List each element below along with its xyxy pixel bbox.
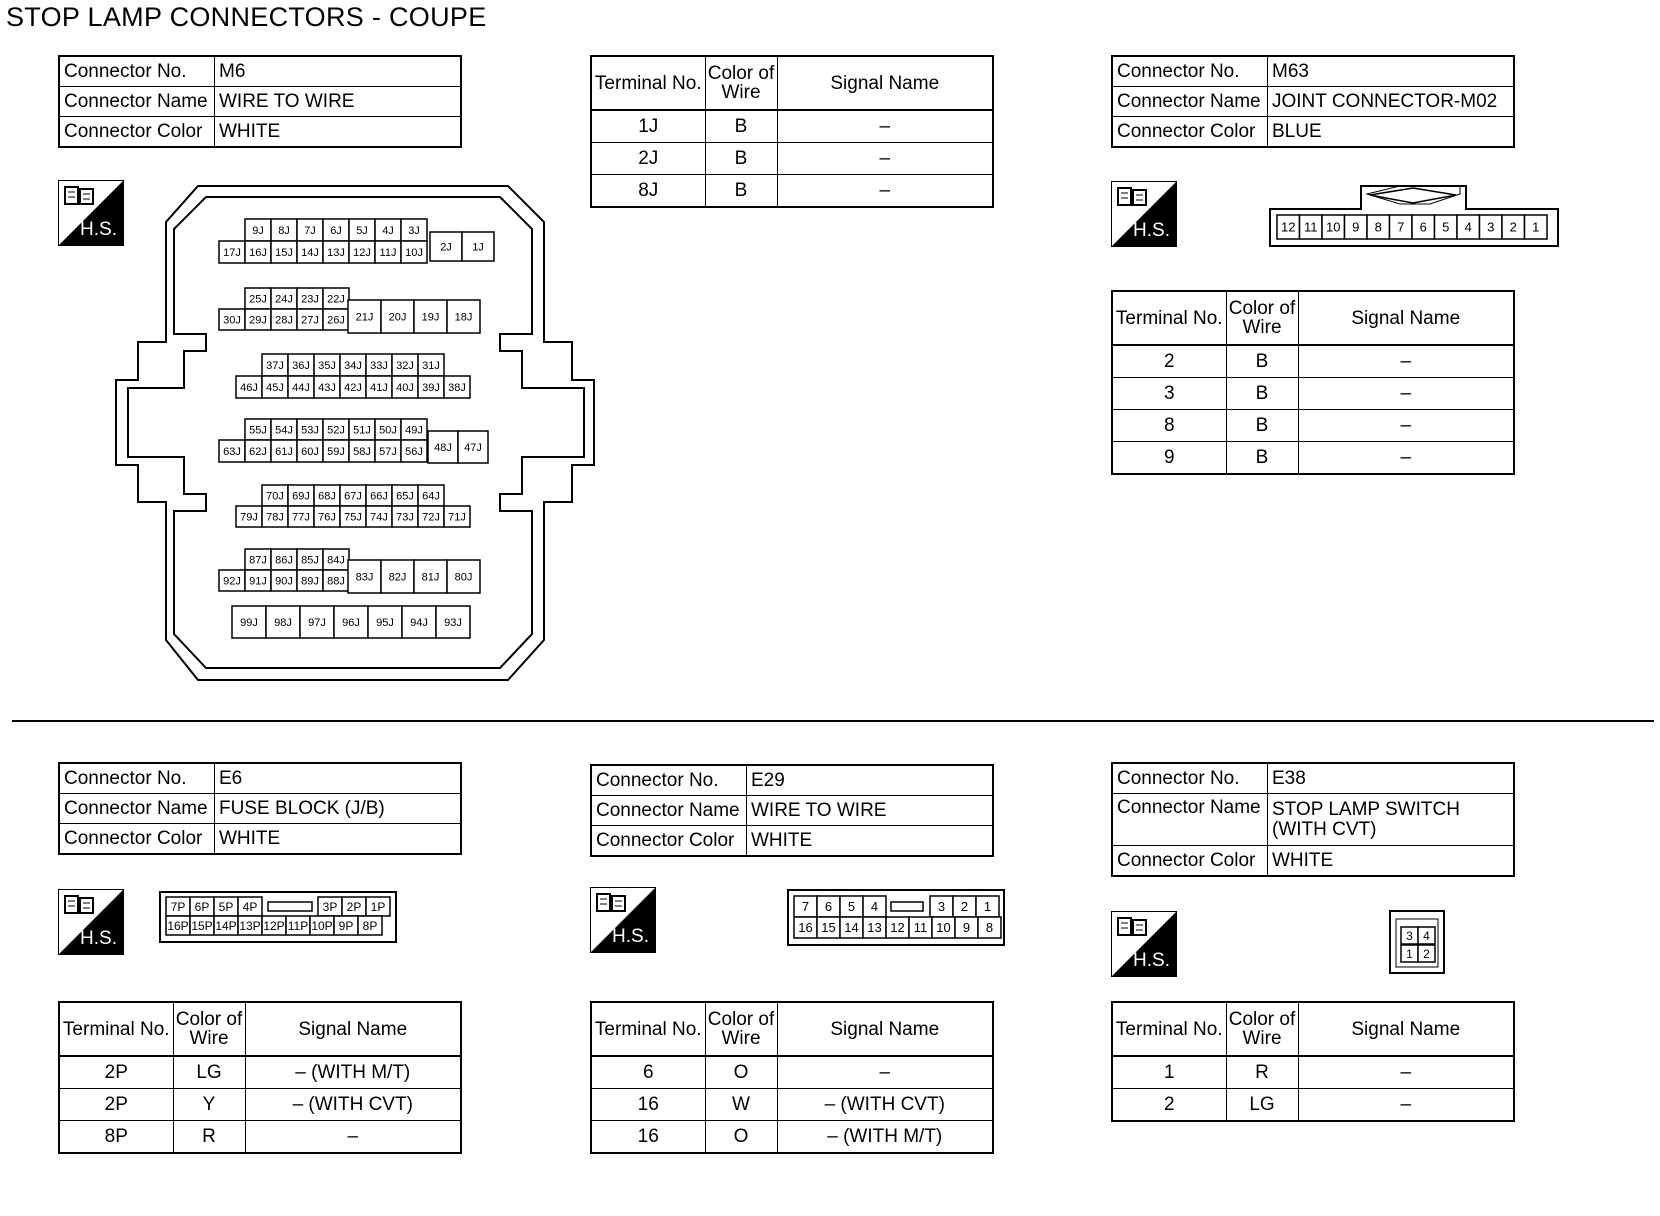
signal-cell: – [1298, 410, 1514, 442]
info-label: Connector No. [591, 765, 747, 796]
terminal-cell: 9 [1112, 442, 1226, 475]
pin-label: 31J [422, 359, 440, 372]
pin-label: 52J [327, 424, 345, 437]
pin-label: 19J [421, 311, 440, 324]
pin-label: 6J [330, 224, 342, 237]
pin-label: 13P [239, 918, 261, 933]
info-label: Connector Color [591, 826, 747, 857]
pin-label: 8J [278, 224, 290, 237]
pin-label: 54J [275, 424, 293, 437]
pin-label: 59J [327, 445, 345, 458]
pin-label: 12 [890, 920, 905, 936]
pin-label: 9 [962, 920, 971, 936]
pin-label: 15J [275, 246, 293, 259]
pin-label: 51J [353, 424, 371, 437]
info-label: Connector No. [59, 56, 215, 87]
signal-cell: – [1298, 378, 1514, 410]
hs-label: H.S. [80, 219, 117, 240]
pin-label: 4P [242, 899, 258, 914]
signal-cell: – [245, 1121, 461, 1154]
wire-color-cell: B [705, 143, 777, 175]
pin-label: 83J [355, 571, 374, 584]
pin-label: 10P [311, 918, 333, 933]
terminal-header: Terminal No. [591, 56, 705, 110]
pin-label: 22J [327, 293, 345, 306]
pin-label: 10 [936, 920, 951, 936]
pin-label: 48J [434, 441, 452, 454]
pin-label: 9P [338, 918, 354, 933]
connector-name: FUSE BLOCK (J/B) [215, 794, 462, 824]
signal-header: Signal Name [777, 1002, 993, 1056]
connector-name-line: (WITH CVT) [1272, 818, 1377, 840]
pin-label: 61J [275, 445, 293, 458]
terminal-cell: 16 [591, 1089, 705, 1121]
pin-label: 23J [301, 293, 319, 306]
connector-color: WHITE [1268, 846, 1515, 877]
hs-label: H.S. [80, 928, 117, 949]
pin-label: 37J [266, 359, 284, 372]
wire-color-cell: O [705, 1121, 777, 1154]
pin-label: 72J [422, 511, 440, 524]
pin-label: 35J [318, 359, 336, 372]
pin-label: 21J [355, 311, 374, 324]
info-label: Connector Name [591, 796, 747, 826]
color-header-line: Wire [1242, 1028, 1282, 1049]
info-label: Connector Name [59, 87, 215, 117]
pin-label: 7 [801, 899, 810, 915]
pin-label: 8 [985, 920, 994, 936]
pin-label: 9J [252, 224, 264, 237]
page-title: STOP LAMP CONNECTORS - COUPE [6, 2, 487, 32]
pin-label: 85J [301, 554, 319, 567]
wire-color-cell: W [705, 1089, 777, 1121]
pin-label: 4 [1464, 219, 1472, 235]
pin-label: 24J [275, 293, 293, 306]
pin-label: 73J [396, 511, 414, 524]
info-label: Connector Color [1112, 117, 1268, 148]
pin-label: 36J [292, 359, 310, 372]
pin-label: 69J [292, 490, 310, 503]
terminal-cell: 8J [591, 175, 705, 208]
wire-color-cell: R [1226, 1056, 1298, 1089]
connector-number: E29 [747, 765, 994, 796]
signal-cell: – (WITH CVT) [245, 1089, 461, 1121]
terminal-cell: 2P [59, 1056, 173, 1089]
pin-label: 87J [249, 554, 267, 567]
key-slot [891, 902, 923, 911]
connector-number: M63 [1268, 56, 1515, 87]
pin-label: 7P [170, 899, 186, 914]
pin-label: 82J [388, 571, 407, 584]
color-header-line: Color of [707, 1009, 775, 1030]
pin-label: 42J [344, 381, 362, 394]
pin-label: 96J [342, 616, 360, 629]
pin-label: 1 [983, 899, 992, 915]
signal-cell: – [777, 143, 993, 175]
signal-cell: – (WITH M/T) [245, 1056, 461, 1089]
pin-label: 38J [448, 381, 466, 394]
pin-label: 5J [356, 224, 368, 237]
pin-label: 3P [322, 899, 338, 914]
wire-color-cell: LG [1226, 1089, 1298, 1122]
pin-label: 34J [344, 359, 362, 372]
connector-name: WIRE TO WIRE [215, 87, 462, 117]
pin-label: 33J [370, 359, 388, 372]
color-header-line: Color of [175, 1009, 243, 1030]
wire-color-cell: B [1226, 345, 1298, 378]
pin-label: 49J [405, 424, 423, 437]
pin-label: 20J [388, 311, 407, 324]
info-label: Connector Name [1112, 794, 1268, 846]
signal-cell: – (WITH M/T) [777, 1121, 993, 1154]
pin-label: 64J [422, 490, 440, 503]
pin-label: 94J [410, 616, 428, 629]
pin-label: 43J [318, 381, 336, 394]
info-label: Connector Name [59, 794, 215, 824]
pin-label: 32J [396, 359, 414, 372]
pin-label: 97J [308, 616, 326, 629]
pin-label: 26J [327, 314, 345, 327]
terminal-cell: 8P [59, 1121, 173, 1154]
pin-label: 17J [223, 246, 241, 259]
hs-label: H.S. [612, 926, 649, 947]
signal-cell: – [1298, 345, 1514, 378]
signal-cell: – [777, 175, 993, 208]
terminal-cell: 3 [1112, 378, 1226, 410]
pin-label: 62J [249, 445, 267, 458]
info-label: Connector Name [1112, 87, 1268, 117]
pin-label: 29J [249, 314, 267, 327]
pin-label: 11J [379, 246, 397, 259]
terminal-cell: 1J [591, 110, 705, 143]
pin-label: 7J [304, 224, 316, 237]
pin-label: 16 [798, 920, 813, 936]
pin-label: 14 [844, 920, 859, 936]
pin-label: 93J [444, 616, 462, 629]
pin-label: 25J [249, 293, 267, 306]
wire-color-cell: B [705, 175, 777, 208]
pin-label: 1 [1532, 219, 1540, 235]
pin-label: 60J [301, 445, 319, 458]
pin-label: 40J [396, 381, 414, 394]
signal-header: Signal Name [1298, 1002, 1514, 1056]
pin-label: 5P [218, 899, 234, 914]
pin-label: 12P [263, 918, 285, 933]
pin-label: 1P [370, 899, 386, 914]
pin-label: 84J [327, 554, 345, 567]
pin-label: 15 [821, 920, 836, 936]
pin-label: 28J [275, 314, 293, 327]
signal-header: Signal Name [1298, 291, 1514, 345]
pin-label: 75J [344, 511, 362, 524]
pin-label: 3J [408, 224, 420, 237]
info-label: Connector Color [59, 824, 215, 855]
connector-color: BLUE [1268, 117, 1515, 148]
pin-label: 11P [287, 918, 309, 933]
pin-label: 7 [1397, 219, 1405, 235]
wire-color-cell: O [705, 1056, 777, 1089]
pin-label: 63J [223, 445, 241, 458]
signal-cell: – [1298, 442, 1514, 475]
terminal-cell: 2 [1112, 345, 1226, 378]
pin-label: 11 [1304, 219, 1318, 235]
hs-label: H.S. [1133, 950, 1170, 971]
pin-label: 10J [405, 246, 423, 259]
pin-label: 4 [1423, 928, 1430, 943]
pin-label: 89J [301, 575, 319, 588]
pin-label: 80J [454, 571, 473, 584]
pin-label: 10 [1326, 219, 1341, 235]
pin-label: 44J [292, 381, 310, 394]
color-header-line: Wire [1242, 317, 1282, 338]
terminal-cell: 2J [591, 143, 705, 175]
connector-name: JOINT CONNECTOR-M02 [1268, 87, 1515, 117]
color-header-line: Wire [721, 82, 761, 103]
pin-label: 68J [318, 490, 336, 503]
pin-label: 57J [379, 445, 397, 458]
pin-label: 11 [913, 920, 928, 936]
pin-label: 95J [376, 616, 394, 629]
pin-label: 91J [249, 575, 267, 588]
pin-label: 58J [353, 445, 371, 458]
pin-label: 45J [266, 381, 284, 394]
pin-label: 46J [240, 381, 258, 394]
signal-cell: – [777, 1056, 993, 1089]
signal-header: Signal Name [245, 1002, 461, 1056]
connector-color: WHITE [215, 117, 462, 148]
terminal-header: Terminal No. [1112, 291, 1226, 345]
pin-label: 18J [454, 311, 473, 324]
key-slot [268, 902, 312, 911]
wire-color-cell: B [1226, 442, 1298, 475]
pin-label: 50J [379, 424, 397, 437]
pin-label: 86J [275, 554, 293, 567]
pin-label: 65J [396, 490, 414, 503]
pin-label: 71J [448, 511, 466, 524]
info-label: Connector No. [1112, 763, 1268, 794]
color-header-line: Wire [721, 1028, 761, 1049]
pin-label: 13 [867, 920, 882, 936]
pin-label: 16P [167, 918, 189, 933]
pin-label: 88J [327, 575, 345, 588]
pin-label: 14J [301, 246, 319, 259]
terminal-header: Terminal No. [591, 1002, 705, 1056]
signal-cell: – [1298, 1056, 1514, 1089]
pin-label: 1J [472, 241, 484, 254]
signal-cell: – (WITH CVT) [777, 1089, 993, 1121]
pin-label: 56J [405, 445, 423, 458]
pin-label: 39J [422, 381, 440, 394]
terminal-cell: 16 [591, 1121, 705, 1154]
pin-label: 3 [937, 899, 946, 915]
connector-number: E6 [215, 763, 462, 794]
pin-label: 99J [240, 616, 258, 629]
pin-label: 8P [362, 918, 378, 933]
pin-label: 55J [249, 424, 267, 437]
wire-color-cell: B [1226, 410, 1298, 442]
pin-label: 4 [870, 899, 879, 915]
pin-label: 3 [1406, 928, 1413, 943]
pin-label: 53J [301, 424, 319, 437]
pin-label: 70J [266, 490, 284, 503]
terminal-header: Terminal No. [59, 1002, 173, 1056]
hs-label: H.S. [1133, 220, 1170, 241]
color-header-line: Color of [707, 63, 775, 84]
connector-number: M6 [215, 56, 462, 87]
pin-label: 81J [421, 571, 440, 584]
pin-label: 92J [223, 575, 241, 588]
color-header-line: Wire [189, 1028, 229, 1049]
pin-label: 76J [318, 511, 336, 524]
color-header-line: Color of [1228, 1009, 1296, 1030]
signal-cell: – [1298, 1089, 1514, 1122]
pin-label: 90J [275, 575, 293, 588]
terminal-cell: 1 [1112, 1056, 1226, 1089]
pin-label: 13J [327, 246, 345, 259]
pin-label: 12J [353, 246, 371, 259]
pin-label: 4J [382, 224, 394, 237]
pin-label: 78J [266, 511, 284, 524]
info-label: Connector Color [59, 117, 215, 148]
info-label: Connector No. [1112, 56, 1268, 87]
pin-label: 5 [1442, 219, 1450, 235]
pin-label: 12 [1281, 219, 1296, 235]
signal-header: Signal Name [777, 56, 993, 110]
pin-label: 5 [847, 899, 856, 915]
pin-label: 98J [274, 616, 292, 629]
connector-name-line: STOP LAMP SWITCH [1272, 798, 1460, 820]
pin-label: 1 [1406, 946, 1413, 961]
pin-label: 79J [240, 511, 258, 524]
pin-label: 2 [1423, 946, 1430, 961]
pin-label: 30J [223, 314, 241, 327]
pin-label: 3 [1487, 219, 1495, 235]
wire-color-cell: B [1226, 378, 1298, 410]
terminal-header: Terminal No. [1112, 1002, 1226, 1056]
pin-label: 15P [191, 918, 213, 933]
pin-label: 74J [370, 511, 388, 524]
terminal-cell: 2 [1112, 1089, 1226, 1122]
pin-label: 2P [346, 899, 362, 914]
terminal-cell: 8 [1112, 410, 1226, 442]
wire-color-cell: B [705, 110, 777, 143]
info-label: Connector Color [1112, 846, 1268, 877]
terminal-cell: 2P [59, 1089, 173, 1121]
pin-label: 16J [249, 246, 267, 259]
connector-number: E38 [1268, 763, 1515, 794]
pin-label: 2J [440, 241, 452, 254]
pin-label: 2 [960, 899, 969, 915]
pin-label: 2 [1509, 219, 1517, 235]
pin-label: 47J [464, 441, 482, 454]
info-label: Connector No. [59, 763, 215, 794]
wire-color-cell: LG [173, 1056, 245, 1089]
connector-color: WHITE [215, 824, 462, 855]
signal-cell: – [777, 110, 993, 143]
pin-label: 66J [370, 490, 388, 503]
color-header-line: Color of [1228, 298, 1296, 319]
pin-label: 67J [344, 490, 362, 503]
connector-name: WIRE TO WIRE [747, 796, 994, 826]
wire-color-cell: R [173, 1121, 245, 1154]
wire-color-cell: Y [173, 1089, 245, 1121]
pin-label: 77J [292, 511, 310, 524]
pin-label: 6P [194, 899, 210, 914]
terminal-cell: 6 [591, 1056, 705, 1089]
connector-color: WHITE [747, 826, 994, 857]
pin-label: 6 [1419, 219, 1427, 235]
pin-label: 9 [1352, 219, 1360, 235]
pin-label: 6 [824, 899, 833, 915]
pin-label: 41J [370, 381, 388, 394]
pin-label: 8 [1374, 219, 1382, 235]
pin-label: 14P [215, 918, 237, 933]
pin-label: 27J [301, 314, 319, 327]
